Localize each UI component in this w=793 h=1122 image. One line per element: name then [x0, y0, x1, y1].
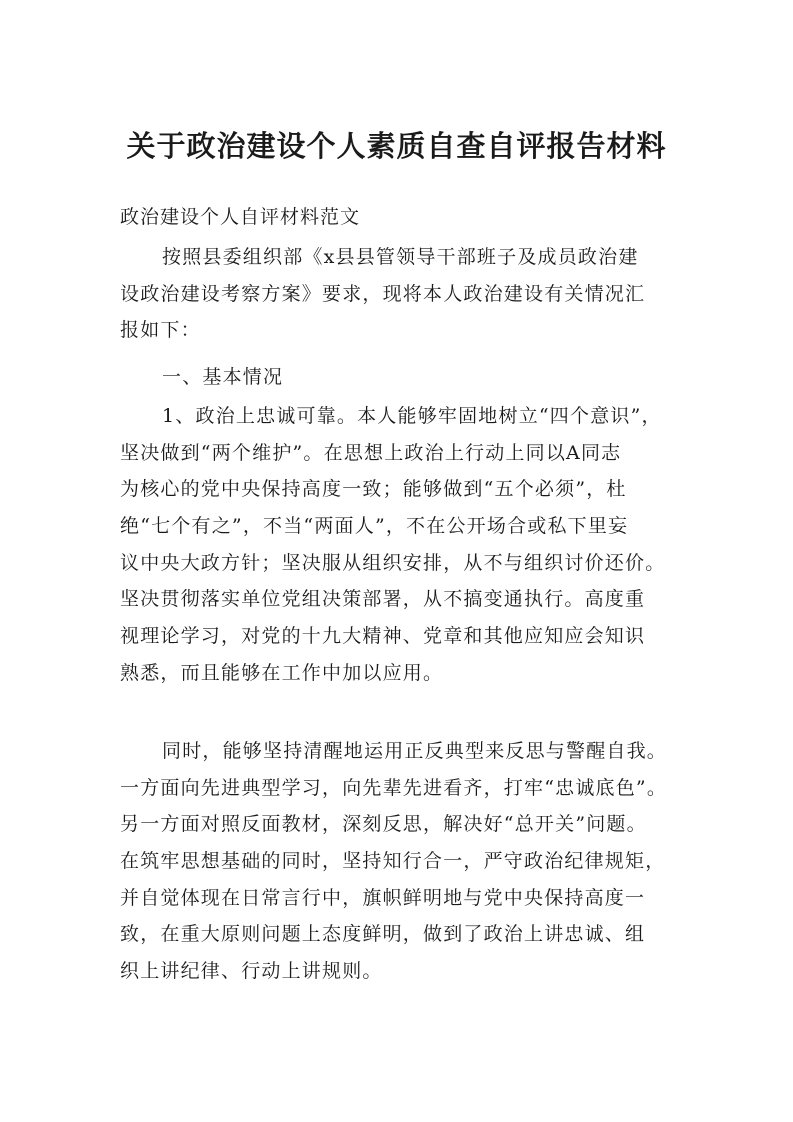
paragraph-1 — [120, 398, 680, 692]
paragraph-line: 织上讲纪律、行动上讲规则。 — [120, 960, 383, 983]
document-subtitle: 政治建设个人自评材料范文 — [120, 206, 361, 228]
paragraph-line: 为核心的党中央保持高度一致；能够做到“五个必须”，杜 — [120, 478, 627, 501]
paragraph-line: 坚决贯彻落实单位党组决策部署，从不搞变通执行。高度重 — [120, 588, 646, 611]
paragraph-line: 致，在重大原则问题上态度鲜明，做到了政治上讲忠诚、组 — [120, 923, 646, 946]
paragraph-line: 并自觉体现在日常言行中，旗帜鲜明地与党中央保持高度一 — [120, 886, 646, 909]
paragraph-line: 议中央大政方针；坚决服从组织安排，从不与组织讨价还价。 — [120, 551, 666, 574]
paragraph-line: 报如下： — [120, 319, 201, 342]
document-title: 关于政治建设个人素质自查自评报告材料 — [126, 129, 667, 163]
paragraph-2 — [120, 733, 680, 990]
paragraph-line: 另一方面对照反面教材，深刻反思，解决好“总开关”问题。 — [120, 813, 647, 836]
section-heading-basic — [120, 359, 680, 396]
paragraph-line: 在筑牢思想基础的同时，坚持知行合一，严守政治纪律规矩， — [120, 850, 666, 873]
section-heading: 一、基本情况 — [162, 366, 284, 388]
paragraph-line: 1、政治上忠诚可靠。本人能够牢固地树立“四个意识”， — [162, 405, 662, 427]
paragraph-line: 一方面向先进典型学习，向先辈先进看齐，打牢“忠诚底色”。 — [120, 776, 668, 799]
paragraph-intro — [120, 239, 680, 349]
paragraph-line: 按照县委组织部《x县县管领导干部班子及成员政治建 — [162, 246, 639, 268]
paragraph-line: 视理论学习，对党的十九大精神、党章和其他应知应会知识 — [120, 625, 646, 648]
paragraph-line: 坚决做到“两个维护”。在思想上政治上行动上同以A同志 — [120, 441, 622, 464]
paragraph-line: 绝“七个有之”，不当“两面人”，不在公开场合或私下里妄 — [120, 515, 629, 538]
paragraph-line: 同时，能够坚持清醒地运用正反典型来反思与警醒自我。 — [162, 740, 668, 762]
paragraph-line: 熟悉，而且能够在工作中加以应用。 — [120, 661, 444, 684]
paragraph-line: 设政治建设考察方案》要求，现将本人政治建设有关情况汇 — [120, 282, 646, 305]
